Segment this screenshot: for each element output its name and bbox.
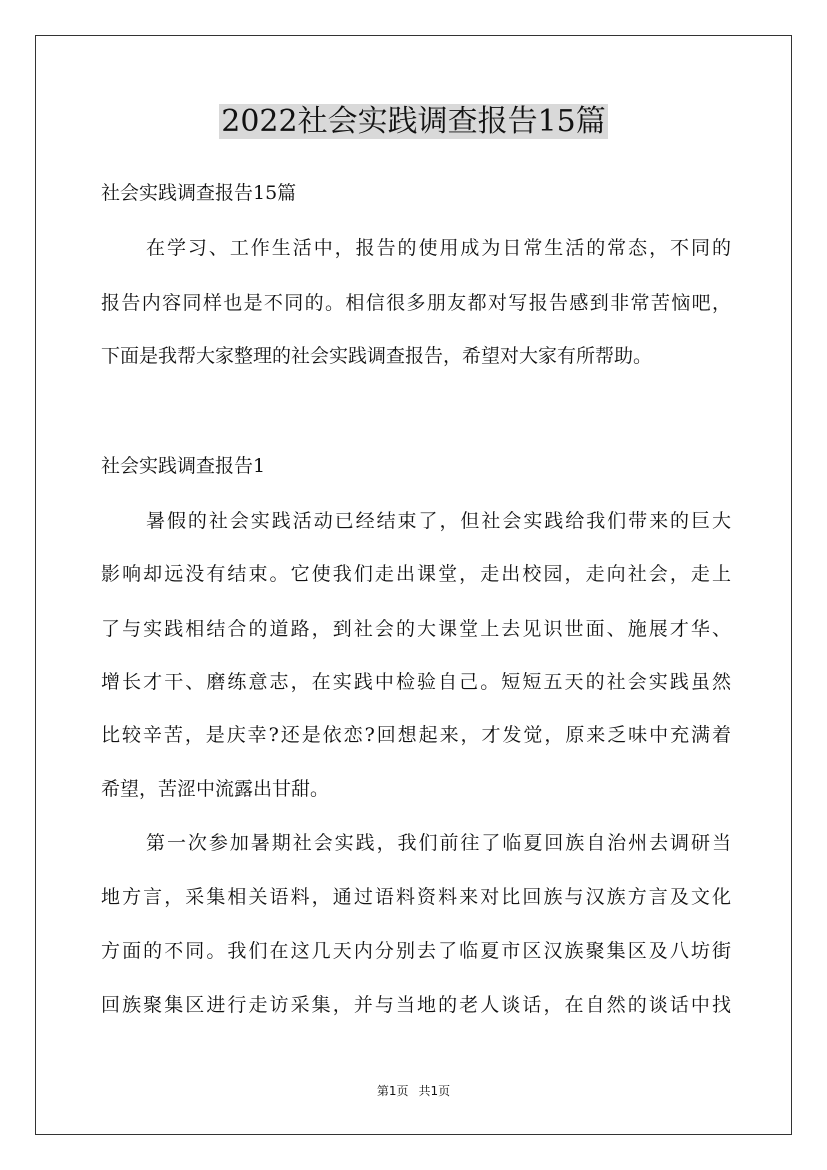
paragraph-line: 下面是我帮大家整理的社会实践调查报告，希望对大家有所帮助。 bbox=[101, 345, 653, 367]
paragraph-line: 增长才干、磨练意志，在实践中检验自己。短短五天的社会实践虽然 bbox=[101, 671, 731, 693]
paragraph-line: 方面的不同。我们在这几天内分别去了临夏市区汉族聚集区及八坊街 bbox=[101, 940, 731, 962]
paragraph-line: 希望，苦涩中流露出甘甜。 bbox=[101, 778, 330, 800]
page-footer bbox=[0, 1083, 827, 1099]
paragraph-line: 地方言，采集相关语料，通过语料资料来对比回族与汉族方言及文化 bbox=[101, 886, 731, 908]
document-title-text: 2022社会实践调查报告15篇 bbox=[221, 104, 606, 139]
paragraph-line: 暑假的社会实践活动已经结束了，但社会实践给我们带来的巨大 bbox=[146, 510, 731, 532]
paragraph-line: 比较辛苦，是庆幸?还是依恋?回想起来，才发觉，原来乏味中充满着 bbox=[101, 724, 731, 746]
section-heading: 社会实践调查报告1 bbox=[101, 455, 266, 477]
page-number: 第1页 bbox=[376, 1084, 409, 1098]
paragraph-line: 影响却远没有结束。它使我们走出课堂，走出校园，走向社会，走上 bbox=[101, 563, 731, 585]
paragraph-line: 了与实践相结合的道路，到社会的大课堂上去见识世面、施展才华、 bbox=[101, 618, 731, 640]
document-title bbox=[0, 100, 827, 144]
paragraph-line: 回族聚集区进行走访采集，并与当地的老人谈话，在自然的谈话中找 bbox=[101, 994, 731, 1016]
section-heading: 社会实践调查报告15篇 bbox=[101, 182, 297, 204]
paragraph-line: 第一次参加暑期社会实践，我们前往了临夏回族自治州去调研当 bbox=[146, 832, 731, 854]
paragraph-line: 在学习、工作生活中，报告的使用成为日常生活的常态，不同的 bbox=[146, 237, 731, 259]
page-total: 共1页 bbox=[418, 1084, 451, 1098]
paragraph-line: 报告内容同样也是不同的。相信很多朋友都对写报告感到非常苦恼吧， bbox=[101, 292, 731, 314]
